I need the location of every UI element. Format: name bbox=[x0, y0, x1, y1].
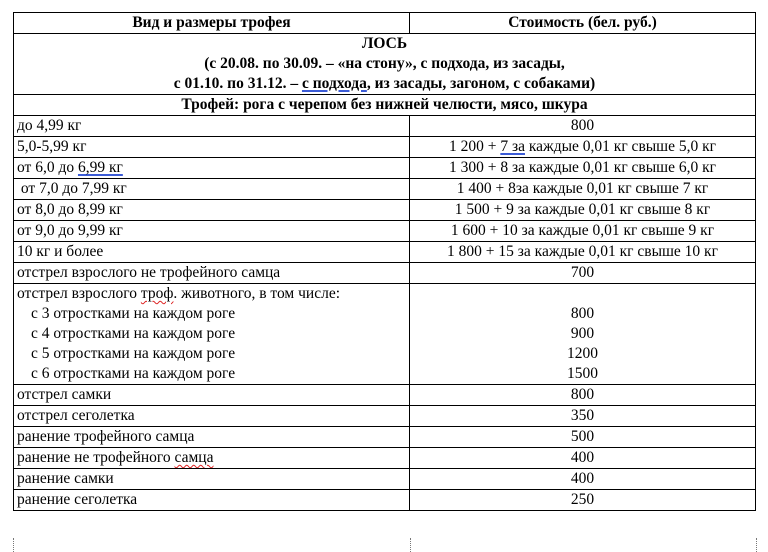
trophy-desc-row bbox=[14, 95, 756, 116]
row-name bbox=[14, 448, 410, 469]
name-part-a: ранение не трофейного bbox=[17, 449, 175, 466]
table-row bbox=[14, 406, 756, 427]
row-price: 1 500 + 9 за каждые 0,01 кг свыше 8 кг bbox=[410, 200, 756, 221]
row-name: ранение трофейного самца bbox=[14, 427, 410, 448]
row-price: 400 bbox=[410, 448, 756, 469]
row-price: 500 bbox=[410, 427, 756, 448]
season-2-part-c: , из засады, загоном, с собаками) bbox=[366, 75, 596, 92]
list-item-price: 800 bbox=[570, 305, 595, 322]
group-title-c: . животного, в том числе: bbox=[173, 285, 341, 302]
header-row bbox=[14, 13, 756, 34]
list-item: с 6 отростками на каждом роге bbox=[31, 365, 236, 382]
table-row bbox=[14, 385, 756, 406]
row-price: 400 bbox=[410, 469, 756, 490]
price-table bbox=[13, 12, 756, 511]
group-title-a: отстрел взрослого bbox=[17, 285, 141, 302]
list-item-price: 1500 bbox=[567, 365, 598, 382]
row-weight: от 8,0 до 8,99 кг bbox=[14, 200, 410, 221]
section-season-1: (с 20.08. по 30.09. – «на стону», с подхода, из засады, bbox=[204, 55, 565, 72]
table-row bbox=[14, 116, 756, 137]
row-price: 700 bbox=[410, 263, 756, 284]
table-row bbox=[14, 469, 756, 490]
row-price bbox=[410, 137, 756, 158]
row-weight: от 9,0 до 9,99 кг bbox=[14, 221, 410, 242]
row-name: отстрел сеголетка bbox=[14, 406, 410, 427]
row-price: 350 bbox=[410, 406, 756, 427]
table-row bbox=[14, 158, 756, 179]
row-weight: от 7,0 до 7,99 кг bbox=[14, 179, 410, 200]
trophy-group-names bbox=[14, 284, 410, 385]
row-weight: отстрел взрослого не трофейного самца bbox=[14, 263, 410, 284]
table-row bbox=[14, 221, 756, 242]
section-season-2 bbox=[17, 74, 752, 94]
trophy-group-prices bbox=[410, 284, 756, 385]
price-part-c: каждые 0,01 кг свыше 5,0 кг bbox=[524, 138, 717, 155]
row-price: 800 bbox=[410, 116, 756, 137]
trophy-group-title bbox=[17, 284, 406, 304]
header-trophy-type: Вид и размеры трофея bbox=[14, 13, 410, 34]
list-item-price: 900 bbox=[570, 325, 595, 342]
table-row bbox=[14, 179, 756, 200]
row-weight bbox=[14, 158, 410, 179]
list-item-price: 1200 bbox=[567, 345, 598, 362]
table-continuation-edge bbox=[13, 538, 757, 552]
row-weight: 10 кг и более bbox=[14, 242, 410, 263]
section-species: ЛОСЬ bbox=[361, 35, 408, 52]
group-title-b: троф bbox=[140, 285, 174, 302]
section-row bbox=[14, 34, 756, 95]
table-row bbox=[14, 448, 756, 469]
list-item: с 5 отростками на каждом роге bbox=[31, 345, 236, 362]
row-price: 1 400 + 8за каждые 0,01 кг свыше 7 кг bbox=[410, 179, 756, 200]
table-row bbox=[14, 427, 756, 448]
list-item: с 3 отростками на каждом роге bbox=[31, 305, 236, 322]
table-row bbox=[14, 242, 756, 263]
row-price: 250 bbox=[410, 490, 756, 511]
row-weight: 5,0-5,99 кг bbox=[14, 137, 410, 158]
table-row bbox=[14, 200, 756, 221]
row-price: 1 300 + 8 за каждые 0,01 кг свыше 6,0 кг bbox=[410, 158, 756, 179]
row-weight: до 4,99 кг bbox=[14, 116, 410, 137]
weight-part-a: от 6,0 до bbox=[17, 159, 78, 176]
trophy-group-row bbox=[14, 284, 756, 385]
table-row bbox=[14, 263, 756, 284]
row-price: 1 600 + 10 за каждые 0,01 кг свыше 9 кг bbox=[410, 221, 756, 242]
trophy-desc: Трофей: рога с черепом без нижней челюсти, мясо, шкура bbox=[14, 95, 756, 116]
season-2-part-a: с 01.10. по 31.12. – bbox=[173, 75, 302, 92]
row-name: ранение самки bbox=[14, 469, 410, 490]
price-part-b: 7 за bbox=[500, 138, 525, 155]
weight-part-b: 6,99 кг bbox=[77, 159, 123, 176]
name-part-b: самца bbox=[174, 449, 214, 466]
table-continuation-divider bbox=[410, 538, 411, 552]
season-2-part-b: с подхода bbox=[301, 75, 367, 92]
row-name: отстрел самки bbox=[14, 385, 410, 406]
price-part-a: 1 200 + bbox=[448, 138, 501, 155]
row-price: 1 800 + 15 за каждые 0,01 кг свыше 10 кг bbox=[410, 242, 756, 263]
list-item-spacer bbox=[413, 284, 752, 304]
row-price: 800 bbox=[410, 385, 756, 406]
header-cost: Стоимость (бел. руб.) bbox=[410, 13, 756, 34]
table-row bbox=[14, 490, 756, 511]
section-title-cell bbox=[14, 34, 756, 95]
table-row bbox=[14, 137, 756, 158]
list-item: с 4 отростками на каждом роге bbox=[31, 325, 236, 342]
row-name: ранение сеголетка bbox=[14, 490, 410, 511]
